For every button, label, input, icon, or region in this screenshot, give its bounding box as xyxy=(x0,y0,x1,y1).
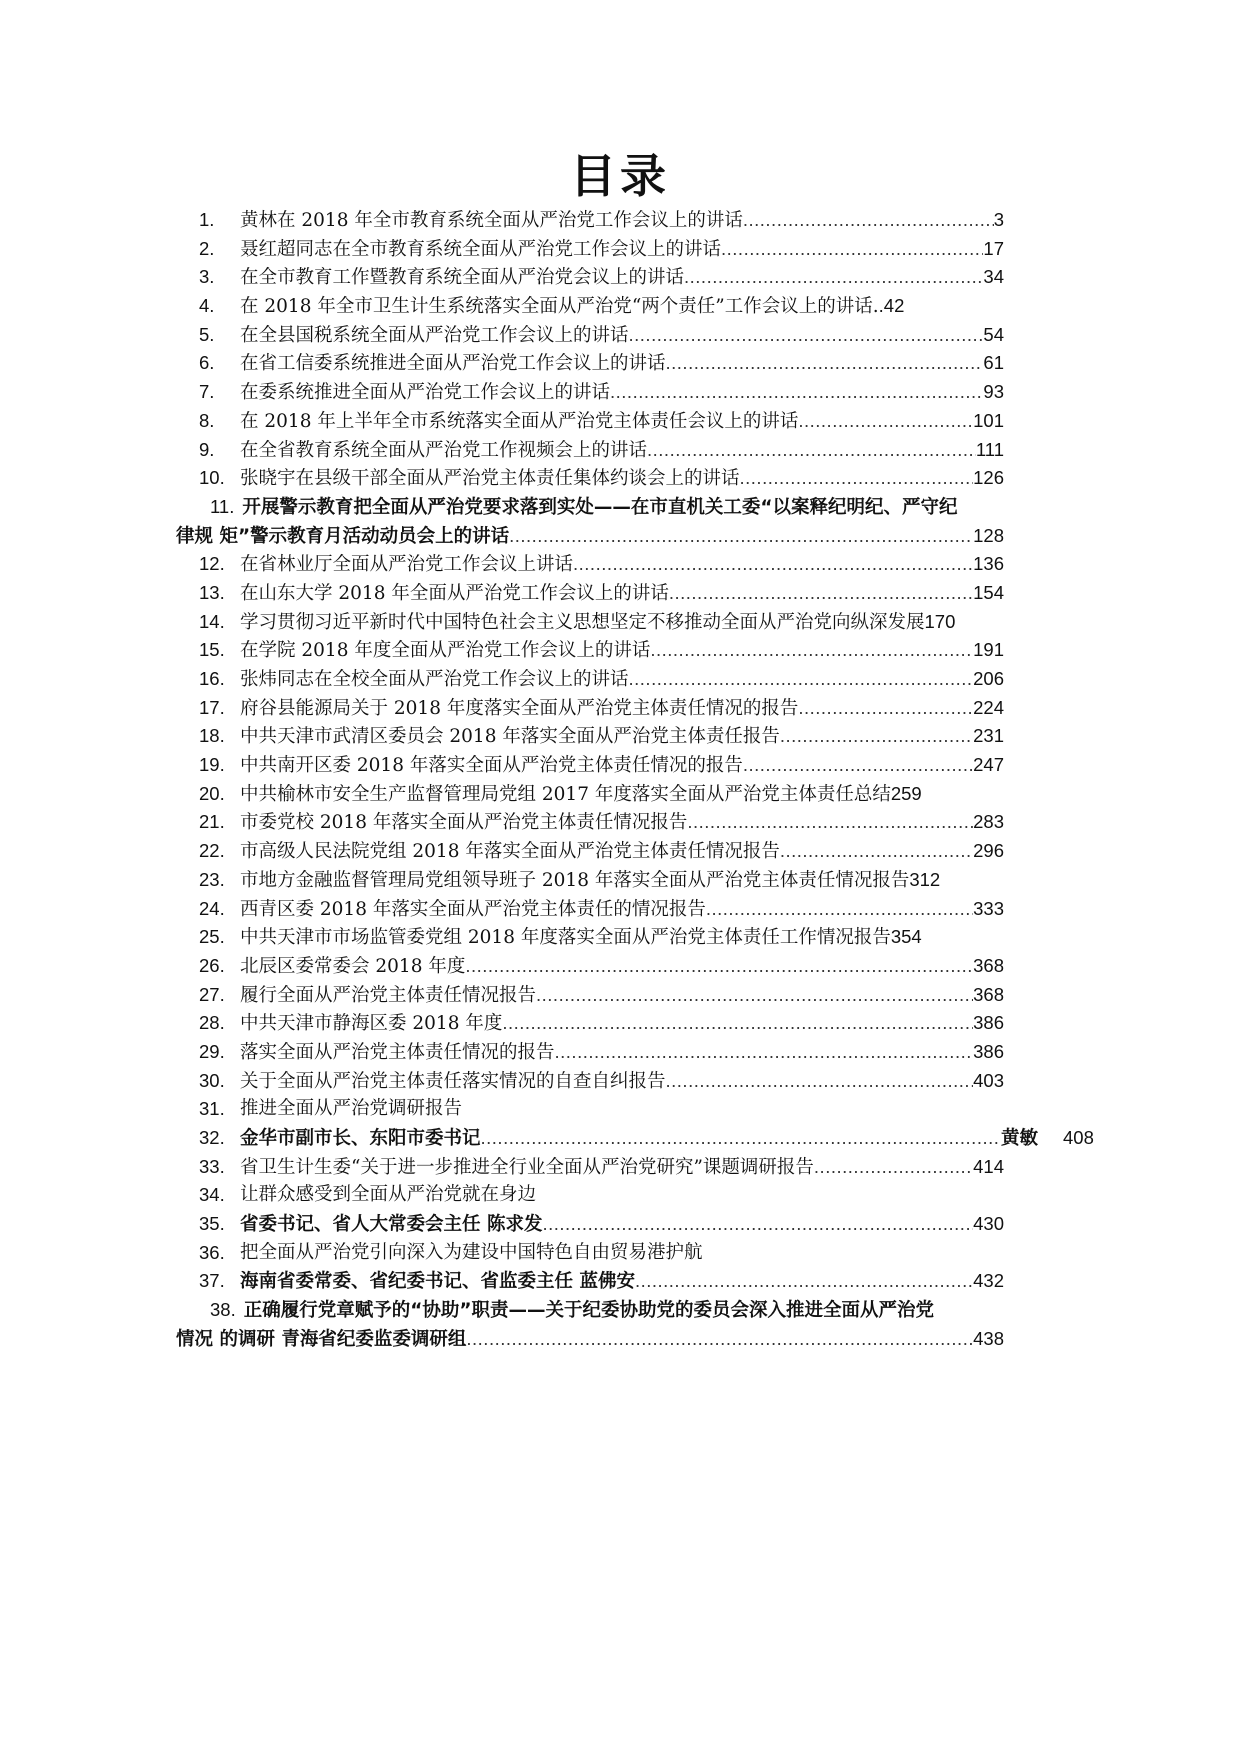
entry-title: 在山东大学 2018 年全面从严治党工作会议上的讲话 xyxy=(240,582,669,604)
entry-page: 432 xyxy=(973,1270,1004,1292)
entry-number: 36. xyxy=(199,1241,225,1263)
entry-page: 206 xyxy=(973,668,1004,690)
entry-title: 在 2018 年上半年全市系统落实全面从严治党主体责任会议上的讲话 xyxy=(240,410,799,432)
entry-page: 414 xyxy=(973,1155,1004,1177)
entry-title: 黄林在 2018 年全市教育系统全面从严治党工作会议上的讲话 xyxy=(240,210,743,231)
entry-title: 学习贯彻习近平新时代中国特色社会主义思想坚定不移推动全面从严治党向纵深发展 xyxy=(240,611,925,633)
toc-entry-15[interactable] xyxy=(0,636,1240,665)
entry-page: 191 xyxy=(973,639,1004,661)
dot-leader xyxy=(481,1124,1001,1153)
entry-page: 430 xyxy=(973,1213,1004,1235)
entry-page: 170 xyxy=(924,610,956,632)
entry-number: 19. xyxy=(199,754,225,776)
entry-title: 把全面从严治党引向深入为建设中国特色自由贸易港护航 xyxy=(240,1241,703,1263)
entry-number: 21. xyxy=(199,811,225,833)
entry-number: 7. xyxy=(199,381,215,403)
toc-entry-4[interactable] xyxy=(0,292,1240,321)
entry-number: 28. xyxy=(199,1012,225,1034)
dot-leader xyxy=(687,808,973,837)
entry-page: 3 xyxy=(993,209,1004,230)
entry-page: 283 xyxy=(973,811,1004,833)
toc-entry-37[interactable] xyxy=(0,1267,1240,1296)
entry-title: 在 2018 年全市卫生计生系统落实全面从严治党“两个责任”工作会议上的讲话. xyxy=(240,296,879,318)
entry-title: 市地方金融监督管理局党组领导班子 2018 年落实全面从严治党主体责任情况报告 xyxy=(240,869,910,891)
toc-entry-22[interactable] xyxy=(0,837,1240,866)
dot-leader xyxy=(721,235,983,264)
toc-entry-17[interactable] xyxy=(0,694,1240,723)
entry-title: 市高级人民法院党组 2018 年落实全面从严治党主体责任情况报告 xyxy=(240,841,780,863)
toc-entry-23[interactable] xyxy=(0,866,1240,895)
entry-title: 金华市副市长、东阳市委书记 xyxy=(240,1128,481,1150)
toc-entry-21[interactable] xyxy=(0,808,1240,837)
dot-leader xyxy=(650,636,973,665)
entry-page: 231 xyxy=(973,725,1004,747)
entry-number: 37. xyxy=(199,1270,225,1292)
entry-page: 101 xyxy=(973,409,1004,431)
entry-title: 聂红超同志在全市教育系统全面从严治党工作会议上的讲话 xyxy=(240,238,722,260)
dot-leader xyxy=(669,579,973,608)
entry-number: 8. xyxy=(199,409,215,431)
entry-title: 海南省委常委、省纪委书记、省监委主任 蓝佛安 xyxy=(240,1271,635,1293)
entry-title: 在省林业厅全面从严治党工作会议上讲话 xyxy=(240,554,574,576)
dot-leader xyxy=(629,321,984,350)
toc-entry-20[interactable] xyxy=(0,780,1240,809)
toc-entry-34[interactable] xyxy=(0,1181,1240,1210)
entry-number: 16. xyxy=(199,668,225,690)
toc-entry-35[interactable] xyxy=(0,1210,1240,1239)
entry-number: 4. xyxy=(199,295,215,317)
entry-number: 10. xyxy=(199,467,225,489)
entry-title: 市委党校 2018 年落实全面从严治党主体责任情况报告 xyxy=(240,812,688,834)
toc-entry-11[interactable] xyxy=(0,493,1240,550)
dot-leader xyxy=(466,1325,973,1354)
entry-number: 25. xyxy=(199,926,225,948)
entry-number: 38. xyxy=(210,1299,236,1321)
entry-title: 西青区委 2018 年落实全面从严治党主体责任的情况报告 xyxy=(240,898,706,920)
entry-number: 11. xyxy=(210,495,235,517)
toc-entry-1[interactable] xyxy=(0,206,1240,235)
entry-page: 296 xyxy=(973,840,1004,862)
entry-number: 9. xyxy=(199,438,215,460)
entry-page: 61 xyxy=(983,352,1004,374)
dot-leader xyxy=(743,751,973,780)
entry-title: 张晓宇在县级干部全面从严治党主体责任集体约谈会上的讲话 xyxy=(240,468,740,490)
entry-page: 54 xyxy=(983,323,1004,345)
dot-leader xyxy=(647,436,976,465)
entry-title: 中共天津市市场监管委党组 2018 年度落实全面从严治党主体责任工作情况报告 xyxy=(240,927,891,949)
entry-number: 34. xyxy=(199,1184,225,1206)
toc-entry-24[interactable] xyxy=(0,895,1240,924)
dot-leader xyxy=(502,1009,973,1038)
entry-title: 履行全面从严治党主体责任情况报告 xyxy=(240,984,537,1006)
entry-number: 23. xyxy=(199,868,225,890)
toc-entry-28[interactable] xyxy=(0,1009,1240,1038)
entry-page: 17 xyxy=(983,237,1004,259)
entry-title: 落实全面从严治党主体责任情况的报告 xyxy=(240,1041,555,1063)
toc-entry-38[interactable] xyxy=(0,1296,1240,1353)
entry-title: 省委书记、省人大常委会主任 陈求发 xyxy=(240,1214,543,1236)
entry-number: 2. xyxy=(199,237,215,259)
entry-title-line1: 正确履行党章赋予的“协助”职责——关于纪委协助党的委员会深入推进全面从严治党 xyxy=(243,1300,935,1322)
entry-title: 在全省教育系统全面从严治党工作视频会上的讲话 xyxy=(240,439,648,461)
entry-page: 247 xyxy=(973,754,1004,776)
toc-entry-18[interactable] xyxy=(0,722,1240,751)
toc-entry-14[interactable] xyxy=(0,608,1240,637)
entry-page: 136 xyxy=(973,553,1004,575)
entry-title: 在省工信委系统推进全面从严治党工作会议上的讲话 xyxy=(240,353,666,375)
entry-number: 18. xyxy=(199,725,225,747)
entry-number: 5. xyxy=(199,323,215,345)
entry-page: 128 xyxy=(973,524,1004,546)
entry-number: 12. xyxy=(199,553,225,575)
entry-title: 中共榆林市安全生产监督管理局党组 2017 年度落实全面从严治党主体责任总结 xyxy=(240,783,891,805)
entry-page: 154 xyxy=(973,581,1004,603)
entry-page: 403 xyxy=(973,1069,1004,1091)
toc-entry-27[interactable] xyxy=(0,981,1240,1010)
toc-entry-3[interactable] xyxy=(0,263,1240,292)
dot-leader xyxy=(629,665,974,694)
dot-leader xyxy=(743,206,994,235)
entry-page: 386 xyxy=(973,1040,1004,1062)
entry-number: 30. xyxy=(199,1069,225,1091)
entry-number: 15. xyxy=(199,639,225,661)
toc-entry-10[interactable] xyxy=(0,464,1240,493)
dot-leader xyxy=(798,694,973,723)
toc-entry-8[interactable] xyxy=(0,407,1240,436)
entry-number: 33. xyxy=(199,1155,225,1177)
entry-title: 中共天津市武清区委员会 2018 年落实全面从严治党主体责任报告 xyxy=(240,726,780,748)
entry-number: 17. xyxy=(199,696,225,718)
dot-leader xyxy=(555,1038,974,1067)
entry-page: 386 xyxy=(973,1012,1004,1034)
entry-number: 32. xyxy=(199,1127,225,1149)
toc-entry-7[interactable] xyxy=(0,378,1240,407)
entry-page: .42 xyxy=(878,295,905,317)
entry-number: 1. xyxy=(199,209,215,230)
entry-page: 368 xyxy=(973,983,1004,1005)
entry-title: 关于全面从严治党主体责任落实情况的自查自纠报告 xyxy=(240,1070,666,1092)
toc-list xyxy=(0,206,1240,1354)
toc-entry-5[interactable] xyxy=(0,321,1240,350)
dot-leader xyxy=(798,407,973,436)
dot-leader xyxy=(573,550,973,579)
dot-leader xyxy=(666,1067,974,1096)
toc-entry-6[interactable] xyxy=(0,349,1240,378)
toc-entry-33[interactable] xyxy=(0,1153,1240,1182)
entry-title: 在委系统推进全面从严治党工作会议上的讲话 xyxy=(240,382,611,404)
dot-leader xyxy=(465,952,973,981)
dot-leader xyxy=(635,1267,973,1296)
entry-number: 35. xyxy=(199,1213,225,1235)
entry-number: 31. xyxy=(199,1098,225,1120)
entry-title: 张炜同志在全校全面从严治党工作会议上的讲话 xyxy=(240,669,629,691)
entry-title: 中共南开区委 2018 年落实全面从严治党主体责任情况的报告 xyxy=(240,755,743,777)
toc-entry-13[interactable] xyxy=(0,579,1240,608)
toc-entry-30[interactable] xyxy=(0,1067,1240,1096)
entry-title: 北辰区委常委会 2018 年度 xyxy=(240,955,466,977)
entry-title: 中共天津市静海区委 2018 年度 xyxy=(240,1013,503,1035)
entry-page: 354 xyxy=(890,926,922,948)
entry-page: 126 xyxy=(973,467,1004,489)
toc-entry-9[interactable] xyxy=(0,436,1240,465)
entry-number: 27. xyxy=(199,983,225,1005)
dot-leader xyxy=(814,1153,973,1182)
page-title: 目录 xyxy=(570,149,670,203)
dot-leader xyxy=(542,1210,973,1239)
entry-page: 224 xyxy=(973,696,1004,718)
entry-page: 93 xyxy=(983,381,1004,403)
entry-page: 312 xyxy=(909,868,941,890)
entry-number: 13. xyxy=(199,581,225,603)
entry-title: 省卫生计生委“关于进一步推进全行业全面从严治党研究”课题调研报告 xyxy=(240,1156,814,1178)
dot-leader xyxy=(610,378,983,407)
entry-title-line2: 情况 的调研 青海省纪委监委调研组 xyxy=(176,1328,467,1350)
dot-leader xyxy=(740,464,974,493)
toc-entry-36[interactable] xyxy=(0,1239,1240,1268)
entry-author: 黄敏 xyxy=(1000,1128,1038,1150)
entry-number: 22. xyxy=(199,840,225,862)
entry-number: 24. xyxy=(199,897,225,919)
entry-number: 20. xyxy=(199,782,225,804)
dot-leader xyxy=(780,837,973,866)
entry-page: 368 xyxy=(973,954,1004,976)
entry-page: 259 xyxy=(890,782,922,804)
toc-entry-19[interactable] xyxy=(0,751,1240,780)
dot-leader xyxy=(684,263,983,292)
entry-page: 333 xyxy=(973,897,1004,919)
entry-title: 在学院 2018 年度全面从严治党工作会议上的讲话 xyxy=(240,640,651,662)
entry-title: 在全县国税系统全面从严治党工作会议上的讲话 xyxy=(240,324,629,346)
dot-leader xyxy=(666,349,984,378)
toc-entry-29[interactable] xyxy=(0,1038,1240,1067)
entry-page: 438 xyxy=(973,1327,1004,1349)
dot-leader xyxy=(536,981,973,1010)
entry-title: 在全市教育工作暨教育系统全面从严治党会议上的讲话 xyxy=(240,267,685,289)
toc-entry-16[interactable] xyxy=(0,665,1240,694)
entry-number: 26. xyxy=(199,954,225,976)
dot-leader xyxy=(780,722,973,751)
entry-number: 14. xyxy=(199,610,225,632)
toc-entry-31[interactable] xyxy=(0,1095,1240,1124)
toc-entry-26[interactable] xyxy=(0,952,1240,981)
entry-page: 408 xyxy=(1063,1127,1094,1149)
entry-page: 111 xyxy=(975,438,1004,460)
dot-leader xyxy=(706,895,973,924)
entry-title: 推进全面从严治党调研报告 xyxy=(240,1098,463,1120)
toc-entry-32[interactable] xyxy=(0,1124,1240,1153)
entry-title-line2: 律规 矩”警示教育月活动动员会上的讲话 xyxy=(176,525,510,547)
entry-title: 让群众感受到全面从严治党就在身边 xyxy=(240,1184,537,1206)
entry-number: 29. xyxy=(199,1040,225,1062)
dot-leader xyxy=(509,522,973,551)
entry-title-line1: 开展警示教育把全面从严治党要求落到实处——在市直机关工委“以案释纪明纪、严守纪 xyxy=(242,496,958,518)
entry-number: 6. xyxy=(199,352,215,374)
entry-title: 府谷县能源局关于 2018 年度落实全面从严治党主体责任情况的报告 xyxy=(240,697,799,719)
entry-page: 34 xyxy=(983,266,1004,288)
entry-number: 3. xyxy=(199,266,215,288)
toc-entry-12[interactable] xyxy=(0,550,1240,579)
toc-entry-25[interactable] xyxy=(0,923,1240,952)
toc-entry-2[interactable] xyxy=(0,235,1240,264)
